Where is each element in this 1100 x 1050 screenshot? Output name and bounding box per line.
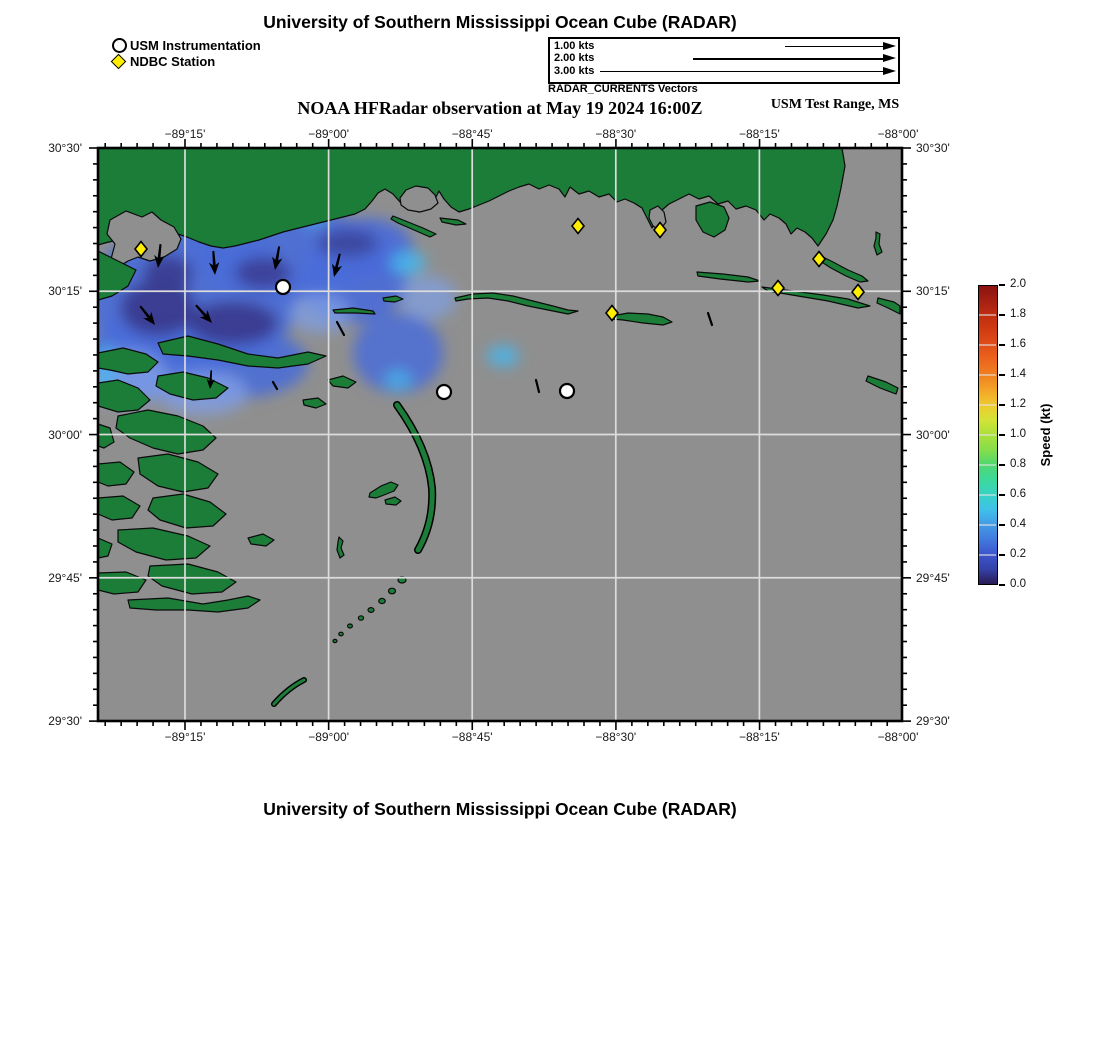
ndbc-diamond-icon [112,56,130,67]
legend-label-ndbc: NDBC Station [130,53,216,69]
lon-axis-label-bottom: −88°00' [877,730,919,744]
scale-arrow-line [600,71,885,73]
test-range-label: USM Test Range, MS [770,97,900,112]
lat-axis-label-right: 30°30' [916,141,950,155]
lon-axis-label-top: −88°30' [595,127,637,141]
usm-circle-icon [112,38,130,53]
lat-axis-label-left: 30°15' [48,284,82,299]
colorbar-segment-line [979,344,996,345]
lon-axis-label-top: −88°00' [877,127,919,141]
scale-arrow-line [693,58,885,60]
radar-speed-patch [384,370,412,390]
usm-station-marker [437,385,451,399]
lat-axis-label-left: 30°30' [48,141,82,155]
radar-speed-patch [390,251,426,275]
colorbar-tick-label: 0.8 [1010,458,1026,470]
lon-axis-label-top: −89°00' [308,127,349,141]
vector-scale-row [550,41,898,52]
colorbar-segment-line [979,464,996,465]
colorbar-tick-label: 1.8 [1010,308,1026,320]
colorbar-tick-label: 1.0 [1010,428,1026,440]
colorbar-tick [999,434,1005,436]
usm-station-marker [560,384,574,398]
legend-label-usm: USM Instrumentation [130,37,261,53]
map-plot [88,138,912,750]
usm-station-marker [276,280,290,294]
colorbar-tick [999,284,1005,286]
map-legend [112,37,261,69]
scale-arrowhead-icon [883,54,896,62]
colorbar-segment-line [979,404,996,405]
scale-arrowhead-icon [883,42,896,50]
colorbar-tick-label: 0.0 [1010,578,1026,590]
scale-label-3kt: 3.00 kts [554,64,595,77]
colorbar-tick-label: 0.6 [1010,488,1026,500]
lat-axis-label-right: 29°45' [916,570,950,585]
observation-subtitle: NOAA HFRadar observation at May 19 2024 16:00Z [297,98,703,118]
lat-axis-label-right: 30°00' [916,427,950,442]
lon-axis-label-bottom: −89°00' [308,730,349,744]
colorbar-tick [999,494,1005,496]
lon-axis-label-top: −88°15' [738,127,780,141]
colorbar-tick-label: 1.6 [1010,338,1026,350]
colorbar-tick [999,524,1005,526]
colorbar-segment-line [979,434,996,435]
lon-axis-label-bottom: −88°30' [595,730,637,744]
colorbar-tick [999,314,1005,316]
lon-axis-label-top: −89°15' [164,127,206,141]
radar-speed-patch [188,301,278,345]
legend-item-ndbc [112,53,261,69]
lon-axis-label-bottom: −88°45' [451,730,493,744]
colorbar-tick [999,404,1005,406]
colorbar-segment-line [979,494,996,495]
colorbar-segment-line [979,314,996,315]
scale-label-2kt: 2.00 kts [554,52,595,64]
lat-axis-label-left: 29°30' [48,714,82,728]
colorbar-tick-label: 1.4 [1010,368,1026,380]
colorbar-segment-line [979,374,996,375]
colorbar-tick [999,374,1005,376]
lat-axis-label-left: 29°45' [48,570,82,585]
scale-arrow-line [785,46,885,48]
colorbar-tick [999,584,1005,586]
vector-scale-row [550,66,898,77]
lon-axis-label-bottom: −88°15' [738,730,780,744]
scale-label-1kt: 1.00 kts [554,39,595,52]
colorbar-segment-line [979,554,996,555]
lon-axis-label-top: −88°45' [451,127,493,141]
vector-scale-row [550,53,898,64]
colorbar-tick [999,464,1005,466]
vector-scale-box [548,37,900,84]
radar-speed-patch [400,276,456,320]
page-title-top: University of Southern Mississippi Ocean Cube (RADAR) [263,12,737,32]
page-title-bottom: University of Southern Mississippi Ocean Cube (RADAR) [263,799,737,819]
colorbar-segment-line [979,524,996,525]
lat-axis-label-left: 30°00' [48,427,82,442]
colorbar-title: Speed (kt) [1038,403,1053,467]
colorbar-tick-label: 0.2 [1010,548,1026,560]
lat-axis-label-right: 29°30' [916,714,950,728]
scale-arrowhead-icon [883,67,896,75]
radar-speed-patch [487,345,519,367]
colorbar-tick-label: 2.0 [1010,278,1026,290]
colorbar-tick [999,554,1005,556]
vector-scale-caption: RADAR_CURRENTS Vectors [548,83,698,95]
colorbar-tick-label: 1.2 [1010,398,1026,410]
radar-speed-patch [318,229,378,257]
lon-axis-label-bottom: −89°15' [164,730,206,744]
lat-axis-label-right: 30°15' [916,284,950,299]
legend-item-usm [112,37,261,53]
colorbar-tick-label: 0.4 [1010,518,1026,530]
colorbar-tick [999,344,1005,346]
